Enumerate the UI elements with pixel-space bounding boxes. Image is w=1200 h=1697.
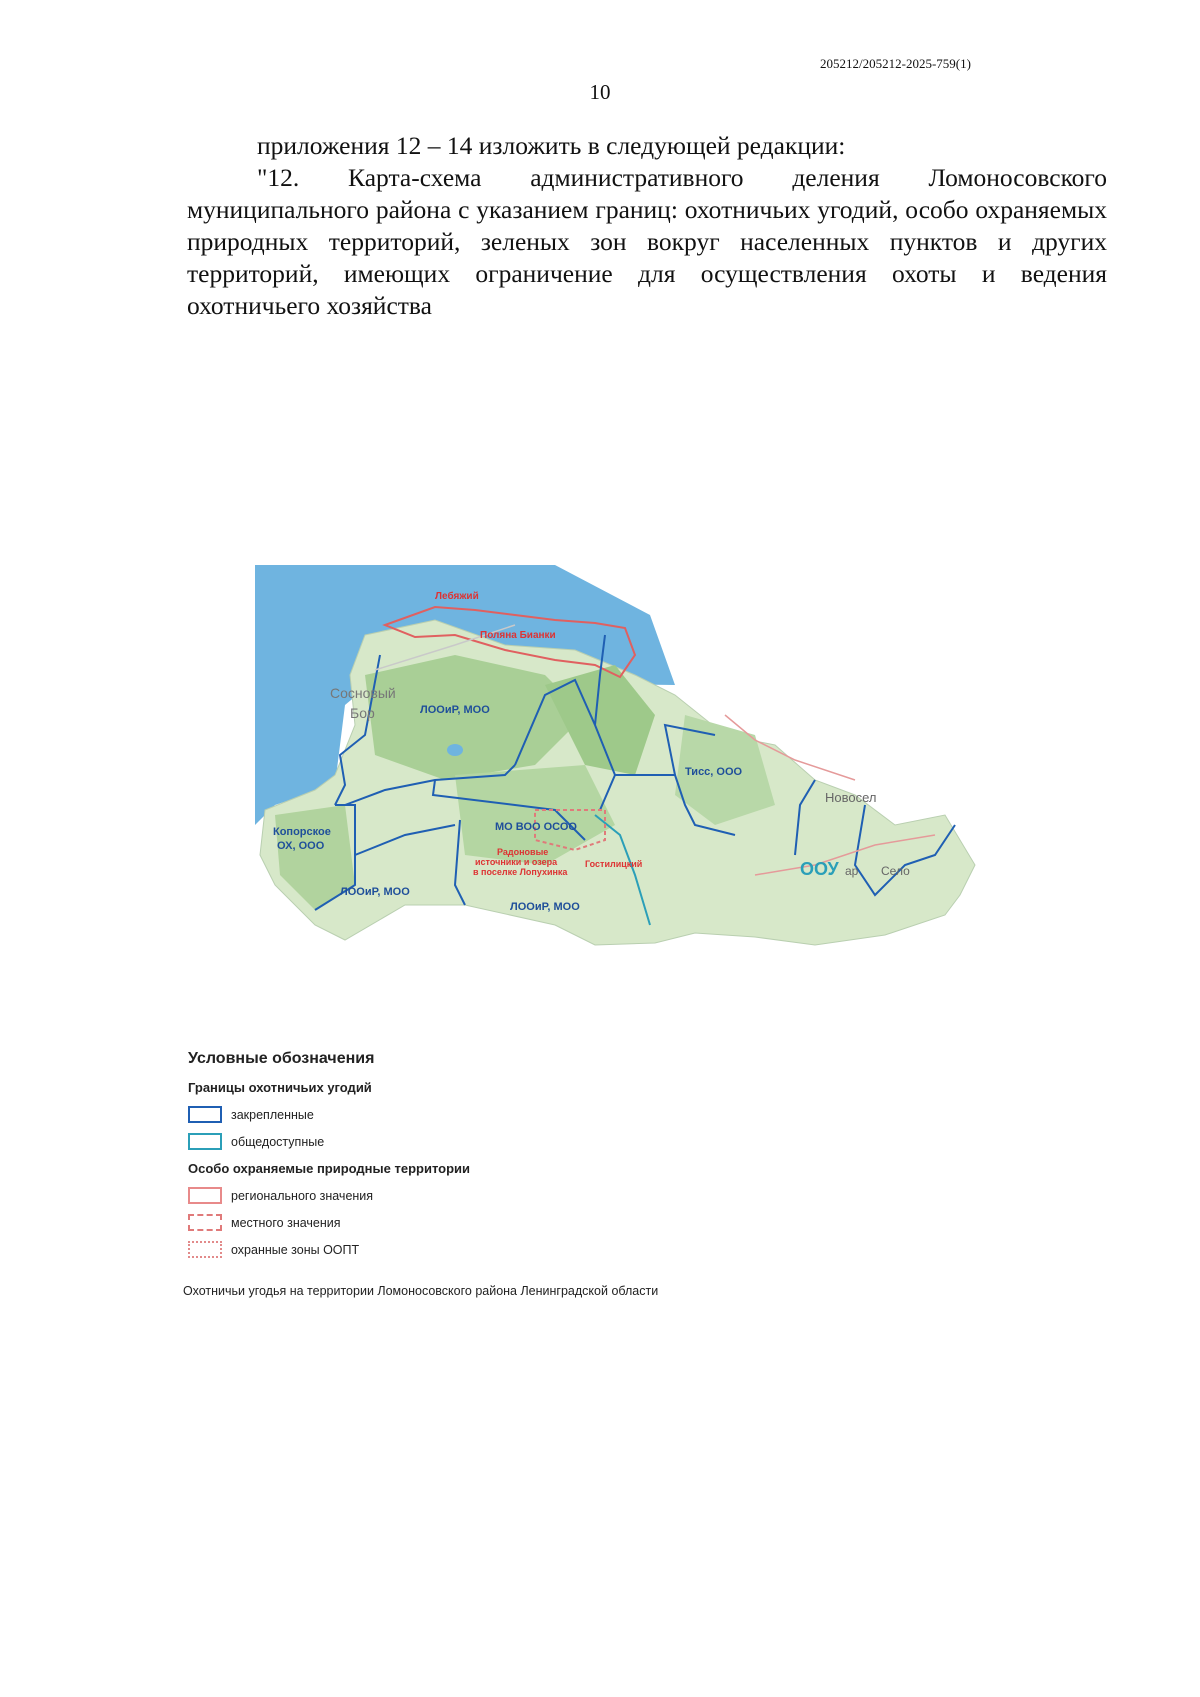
map-svg	[255, 565, 1075, 1035]
legend-label-public: общедоступные	[231, 1134, 325, 1149]
legend-section-oopt: Особо охраняемые природные территории	[188, 1161, 471, 1176]
page-number: 10	[589, 80, 611, 104]
label-oou: ООУ	[800, 859, 839, 879]
legend-label-fixed: закрепленные	[231, 1107, 314, 1122]
label-koporskoe-2: ОХ, ООО	[277, 840, 325, 852]
document-id: 205212/205212-2025-759(1)	[820, 56, 971, 71]
label-tiss: Тисс, ООО	[685, 766, 743, 778]
map-caption: Охотничьи угодья на территории Ломоносовского района Ленинградской области	[183, 1284, 659, 1298]
label-radon-1: Радоновые	[497, 847, 549, 857]
legend-swatch-zones	[188, 1241, 222, 1258]
legend-label-zones: охранные зоны ООПТ	[231, 1242, 360, 1257]
label-selo: Село	[881, 864, 910, 878]
legend-swatch-local	[188, 1214, 222, 1231]
legend-item-public	[188, 1128, 888, 1155]
legend-item-regional	[188, 1182, 888, 1209]
body-text	[187, 130, 1107, 322]
legend-swatch-public	[188, 1133, 222, 1150]
label-mo-voo: МО ВОО ОСОО	[495, 821, 577, 833]
label-looir-north: ЛООиР, МОО	[420, 704, 490, 716]
legend-swatch-regional	[188, 1187, 222, 1204]
label-polyana: Поляна Бианки	[480, 630, 556, 641]
appendix-title-paragraph: "12. Карта-схема административного деления Ломоносовского муниципального района с указанием границ: охотничьих угодий, особо охраняемых природных территорий, зеленых зон вокруг населенных пунктов и других территорий, имеющих ограничение для осуществления охоты и ведения охотничьего хозяйства	[187, 163, 1107, 320]
legend-label-regional: регионального значения	[231, 1188, 374, 1203]
legend-title: Условные обозначения	[188, 1050, 375, 1067]
label-koporskoe-1: Копорское	[273, 826, 331, 838]
legend-item-fixed	[188, 1101, 888, 1128]
legend-item-zones	[188, 1236, 888, 1263]
label-looir-south: ЛООиР, МОО	[510, 901, 580, 913]
label-par: ар	[845, 864, 859, 878]
hunting-grounds-map	[255, 565, 1075, 1035]
intro-line: приложения 12 – 14 изложить в следующей редакции:	[257, 131, 846, 160]
label-lebyazhiy: Лебяжий	[435, 591, 479, 602]
label-sosnovy: Сосновый	[330, 685, 396, 701]
label-looir-west: ЛООиР, МОО	[340, 886, 410, 898]
label-radon-3: в поселке Лопухинка	[473, 867, 568, 877]
lake	[447, 744, 463, 756]
legend-swatch-fixed	[188, 1106, 222, 1123]
label-gostilitsky: Гостилицкий	[585, 859, 643, 869]
map-legend	[188, 1050, 888, 1263]
label-radon-2: источники и озера	[475, 857, 558, 867]
legend-section-borders: Границы охотничьих угодий	[188, 1080, 372, 1095]
label-bor: Бор	[350, 705, 375, 721]
legend-label-local: местного значения	[231, 1215, 341, 1230]
label-novosel: Новосел	[825, 790, 877, 805]
legend-item-local	[188, 1209, 888, 1236]
